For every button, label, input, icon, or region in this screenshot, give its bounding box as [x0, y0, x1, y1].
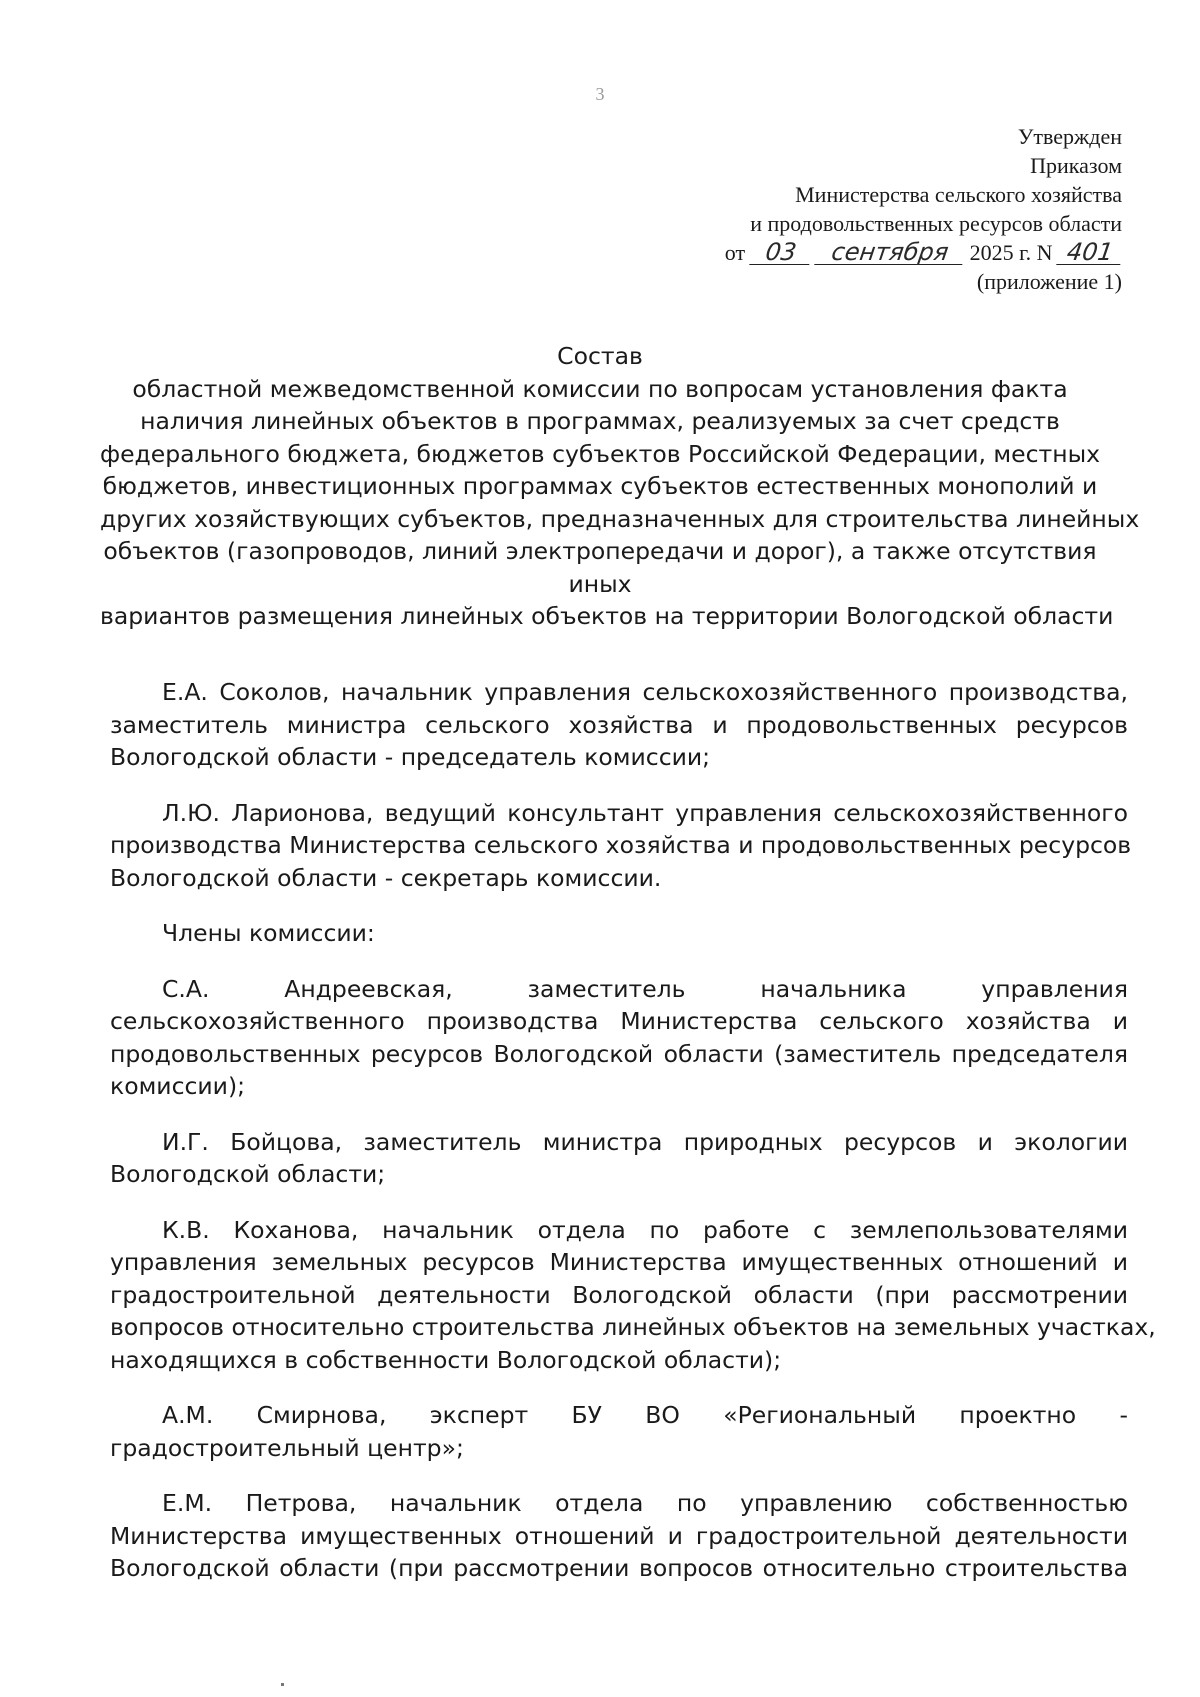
- title-line: других хозяйствующих субъектов, предназначенных для строительства линейных: [100, 504, 1140, 533]
- approval-date-row: [602, 238, 1122, 267]
- text-line: Л.Ю. Ларионова, ведущий консультант управления сельскохозяйственного: [162, 798, 1128, 827]
- title-line: вариантов размещения линейных объектов на территории Вологодской области: [100, 602, 1114, 630]
- text-line: С.А. Андреевская, заместитель начальника управления: [162, 974, 1128, 1003]
- text-line: находящихся в собственности Вологодской области);: [110, 1345, 782, 1374]
- text-line: Вологодской области (при рассмотрении вопросов относительно строительства: [110, 1554, 1128, 1582]
- secretary-paragraph: [110, 797, 1132, 895]
- text-line: продовольственных ресурсов Вологодской области (заместитель председателя: [110, 1039, 1128, 1068]
- title-heading: Состав: [557, 342, 643, 370]
- approval-line-4: и продовольственных ресурсов области: [750, 211, 1122, 236]
- text-line: Е.А. Соколов, начальник управления сельскохозяйственного производства,: [162, 678, 1128, 706]
- page-number: 3: [595, 84, 605, 104]
- member-paragraph: [110, 1487, 1128, 1585]
- title-line: областной межведомственной комиссии по вопросам установления факта: [132, 374, 1068, 403]
- text-line: градостроительный центр»;: [110, 1433, 464, 1462]
- title-line: объектов (газопроводов, линий электропередачи и дорог), а также отсутствия: [103, 537, 1097, 565]
- text-line: Министерства имущественных отношений и градостроительной деятельности: [110, 1521, 1128, 1550]
- text-line: управления земельных ресурсов Министерства имущественных отношений и: [110, 1248, 1128, 1276]
- handwritten-month: сентября: [814, 240, 966, 265]
- text-line: И.Г. Бойцова, заместитель министра природных ресурсов и экологии: [162, 1127, 1128, 1156]
- member-paragraph: [110, 973, 1128, 1103]
- text-line: заместитель министра сельского хозяйства и продовольственных ресурсов: [110, 710, 1128, 739]
- text-line: производства Министерства сельского хозяйства и продовольственных ресурсов: [110, 831, 1132, 859]
- member-paragraph: [110, 1214, 1156, 1377]
- member-paragraph: [110, 1126, 1128, 1191]
- title-line: федерального бюджета, бюджетов субъектов Российской Федерации, местных: [100, 439, 1101, 468]
- members-heading: [110, 917, 1128, 950]
- text-line: градостроительной деятельности Вологодской области (при рассмотрении: [110, 1280, 1128, 1309]
- appendix-label: (приложение 1): [976, 269, 1122, 294]
- approval-line-3: Министерства сельского хозяйства: [795, 182, 1122, 207]
- text-line: Вологодской области;: [110, 1160, 386, 1188]
- text-line: Е.М. Петрова, начальник отдела по управлению собственностью: [162, 1489, 1128, 1517]
- document-body: [110, 676, 1156, 1608]
- chairman-paragraph: [110, 676, 1128, 774]
- member-paragraph: [110, 1399, 1128, 1464]
- text-line: сельскохозяйственного производства Министерства сельского хозяйства и: [110, 1007, 1128, 1035]
- text-line: Члены комиссии:: [162, 919, 375, 947]
- text-line: Вологодской области - председатель комиссии;: [110, 743, 711, 771]
- scan-speck: [281, 1683, 284, 1686]
- approval-line-1: Утвержден: [1017, 124, 1122, 149]
- handwritten-day: 03: [749, 240, 813, 265]
- date-prefix: от: [724, 240, 746, 265]
- approval-block: [602, 122, 1122, 296]
- handwritten-order-number: 401: [1056, 240, 1124, 265]
- text-line: вопросов относительно строительства линейных объектов на земельных участках,: [110, 1313, 1156, 1341]
- approval-line-2: Приказом: [1030, 153, 1122, 178]
- title-line: иных: [568, 569, 632, 598]
- text-line: А.М. Смирнова, эксперт БУ ВО «Региональный проектно -: [162, 1401, 1128, 1429]
- document-title: [100, 340, 1140, 633]
- title-line: бюджетов, инвестиционных программах субъектов естественных монополий и: [102, 472, 1098, 500]
- text-line: комиссии);: [110, 1072, 246, 1100]
- text-line: К.В. Коханова, начальник отдела по работе с землепользователями: [162, 1215, 1128, 1244]
- text-line: Вологодской области - секретарь комиссии.: [110, 863, 662, 892]
- date-year: 2025 г. N: [969, 240, 1053, 265]
- title-line: наличия линейных объектов в программах, реализуемых за счет средств: [140, 407, 1060, 435]
